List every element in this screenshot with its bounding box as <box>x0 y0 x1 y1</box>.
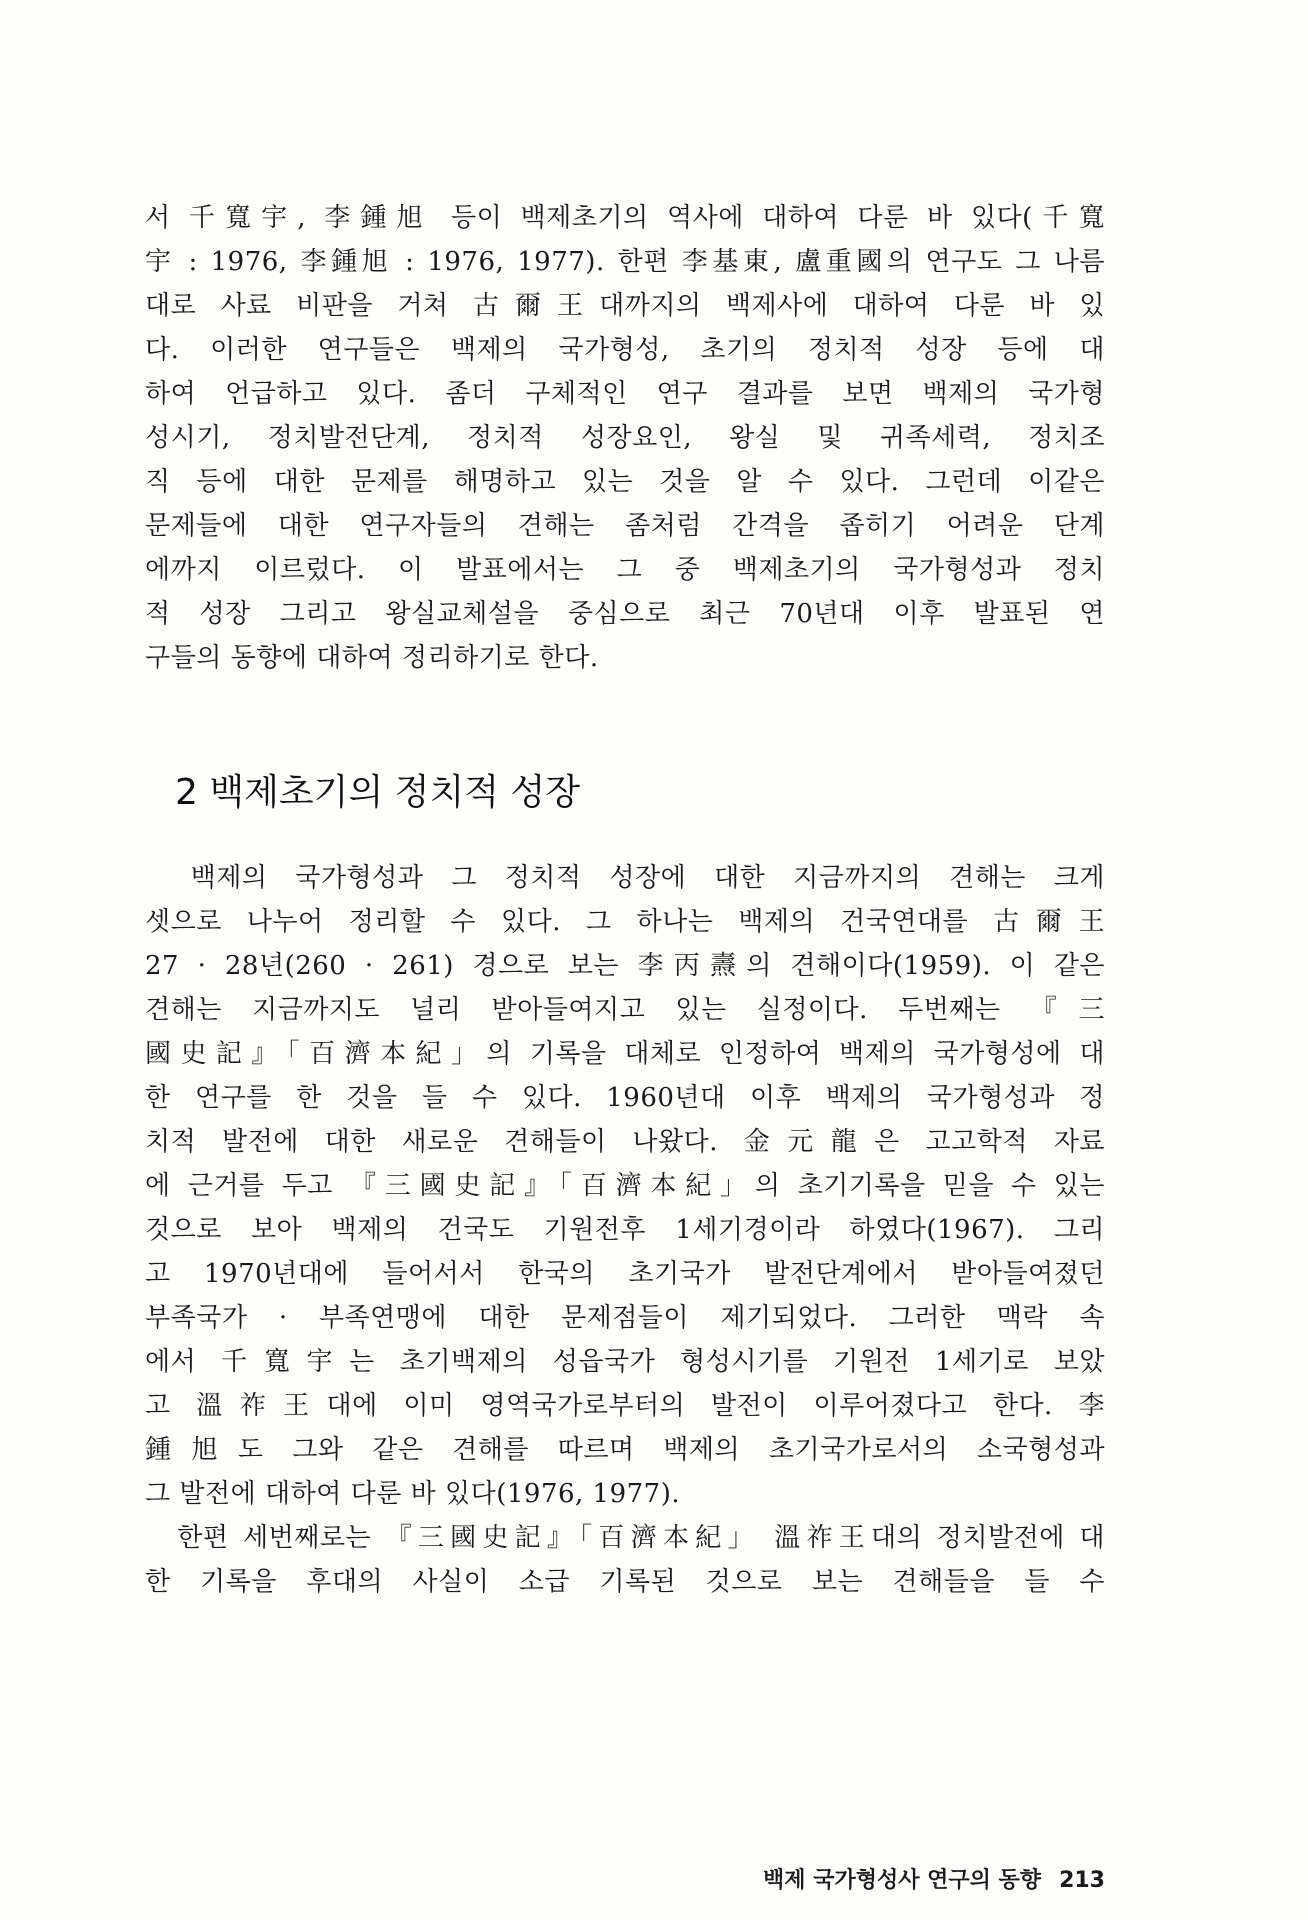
text-line: 고 溫祚王대에 이미 영역국가로부터의 발전이 이루어졌다고 한다. 李 <box>145 1391 1105 1421</box>
section-heading: 2 백제초기의 정치적 성장 <box>175 772 580 813</box>
text-line: 문제들에 대한 연구자들의 견해는 좀처럼 간격을 좁히기 어려운 단계 <box>145 511 1105 541</box>
text-line: 고 1970년대에 들어서서 한국의 초기국가 발전단계에서 받아들여졌던 <box>145 1259 1105 1289</box>
text-line: 성시기, 정치발전단계, 정치적 성장요인, 왕실 및 귀족세력, 정치조 <box>145 423 1105 453</box>
text-line: 치적 발전에 대한 새로운 견해들이 나왔다. 金元龍은 고고학적 자료 <box>145 1127 1105 1157</box>
text-line: 것으로 보아 백제의 건국도 기원전후 1세기경이라 하였다(1967). 그리 <box>145 1215 1105 1245</box>
page-number: 213 <box>1059 1868 1105 1893</box>
text-line: 하여 언급하고 있다. 좀더 구체적인 연구 결과를 보면 백제의 국가형 <box>145 379 1105 409</box>
text-line: 견해는 지금까지도 널리 받아들여지고 있는 실정이다. 두번째는 『三 <box>145 995 1105 1025</box>
paragraph-top <box>145 196 1105 680</box>
section-body <box>145 856 1105 1604</box>
text-line: 셋으로 나누어 정리할 수 있다. 그 하나는 백제의 건국연대를 古爾王 <box>145 907 1105 937</box>
text-line: 적 성장 그리고 왕실교체설을 중심으로 최근 70년대 이후 발표된 연 <box>145 599 1105 629</box>
text-line: 한 연구를 한 것을 들 수 있다. 1960년대 이후 백제의 국가형성과 정 <box>145 1083 1105 1113</box>
text-line: 한편 세번째로는 『三國史記』「百濟本紀」 溫祚王대의 정치발전에 대 <box>145 1523 1105 1553</box>
text-line: 그 발전에 대하여 다룬 바 있다(1976, 1977). <box>145 1479 681 1509</box>
text-line: 에서 千寬宇는 초기백제의 성읍국가 형성시기를 기원전 1세기로 보았 <box>145 1347 1105 1377</box>
text-line: 鍾旭도 그와 같은 견해를 따르며 백제의 초기국가로서의 소국형성과 <box>145 1435 1105 1465</box>
text-line: 백제의 국가형성과 그 정치적 성장에 대한 지금까지의 견해는 크게 <box>145 863 1105 893</box>
text-line: 에까지 이르렀다. 이 발표에서는 그 중 백제초기의 국가형성과 정치 <box>145 555 1105 585</box>
text-line: 대로 사료 비판을 거쳐 古爾王대까지의 백제사에 대하여 다룬 바 있 <box>145 291 1105 321</box>
text-line: 國史記』「百濟本紀」의 기록을 대체로 인정하여 백제의 국가형성에 대 <box>145 1039 1105 1069</box>
running-title: 백제 국가형성사 연구의 동향 <box>763 1868 1042 1893</box>
page-footer <box>763 1866 1105 1896</box>
text-line: 에 근거를 두고 『三國史記』「百濟本紀」의 초기기록을 믿을 수 있는 <box>145 1171 1105 1201</box>
text-line: 27 · 28년(260 · 261) 경으로 보는 李丙燾의 견해이다(1959). 이 같은 <box>145 951 1105 981</box>
text-line: 구들의 동향에 대하여 정리하기로 한다. <box>145 643 599 673</box>
text-line: 다. 이러한 연구들은 백제의 국가형성, 초기의 정치적 성장 등에 대 <box>145 335 1105 365</box>
text-line: 한 기록을 후대의 사실이 소급 기록된 것으로 보는 견해들을 들 수 <box>145 1567 1105 1597</box>
text-line: 부족국가 · 부족연맹에 대한 문제점들이 제기되었다. 그러한 맥락 속 <box>145 1303 1105 1333</box>
text-line: 서 千寬宇, 李鍾旭 등이 백제초기의 역사에 대하여 다룬 바 있다(千寬 <box>145 203 1105 233</box>
text-line: 宇 : 1976, 李鍾旭 : 1976, 1977). 한편 李基東, 盧重國의 연구도 그 나름 <box>145 247 1105 277</box>
text-line: 직 등에 대한 문제를 해명하고 있는 것을 알 수 있다. 그런데 이같은 <box>145 467 1105 497</box>
